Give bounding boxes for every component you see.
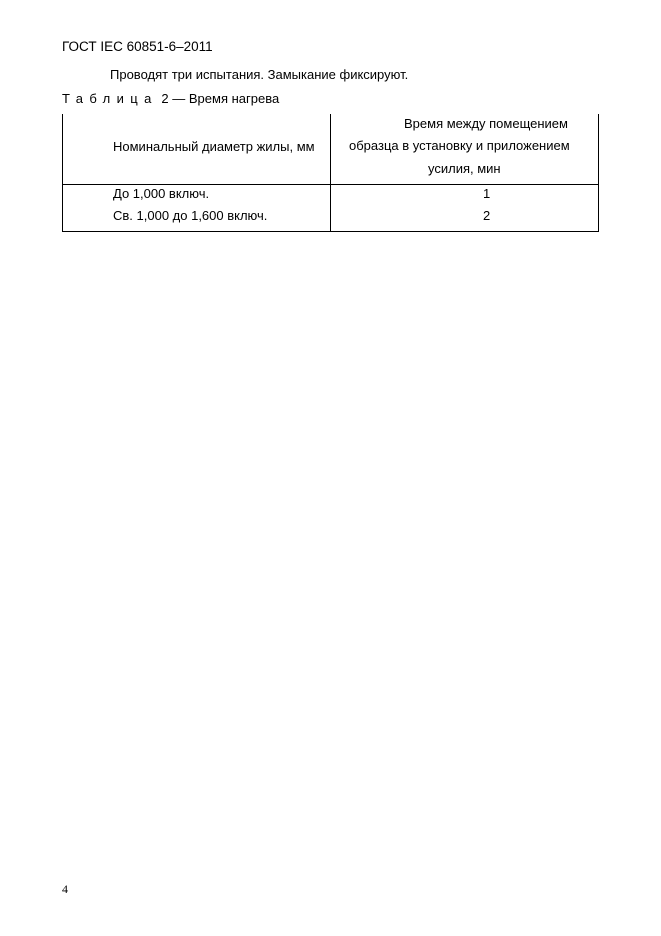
document-header: ГОСТ IEC 60851-6–2011 <box>62 39 213 54</box>
table-row-2-time: 2 <box>483 208 491 223</box>
table-column-divider <box>330 114 331 232</box>
table-caption-title: — Время нагрева <box>172 91 280 106</box>
table-caption-number: 2 <box>161 91 169 106</box>
table-row-2-diameter: Св. 1,000 до 1,600 включ. <box>113 208 268 223</box>
table-header-time-line-2: образца в установку и приложением <box>349 138 570 153</box>
table-row-1-time: 1 <box>483 186 491 201</box>
table-border-bottom <box>62 231 599 232</box>
heating-time-table <box>62 114 599 232</box>
body-paragraph: Проводят три испытания. Замыкание фиксируют. <box>110 67 409 82</box>
table-row-1-diameter: До 1,000 включ. <box>113 186 210 201</box>
table-caption-label: Таблица <box>62 91 158 106</box>
table-header-time-line-3: усилия, мин <box>428 161 501 176</box>
table-header-diameter: Номинальный диаметр жилы, мм <box>113 139 315 154</box>
table-header-time-line-1: Время между помещением <box>404 116 568 131</box>
table-caption <box>62 91 279 107</box>
page-number: 4 <box>62 882 68 896</box>
table-header-divider <box>62 184 599 185</box>
table-border-right <box>598 114 599 232</box>
table-border-left <box>62 114 63 232</box>
